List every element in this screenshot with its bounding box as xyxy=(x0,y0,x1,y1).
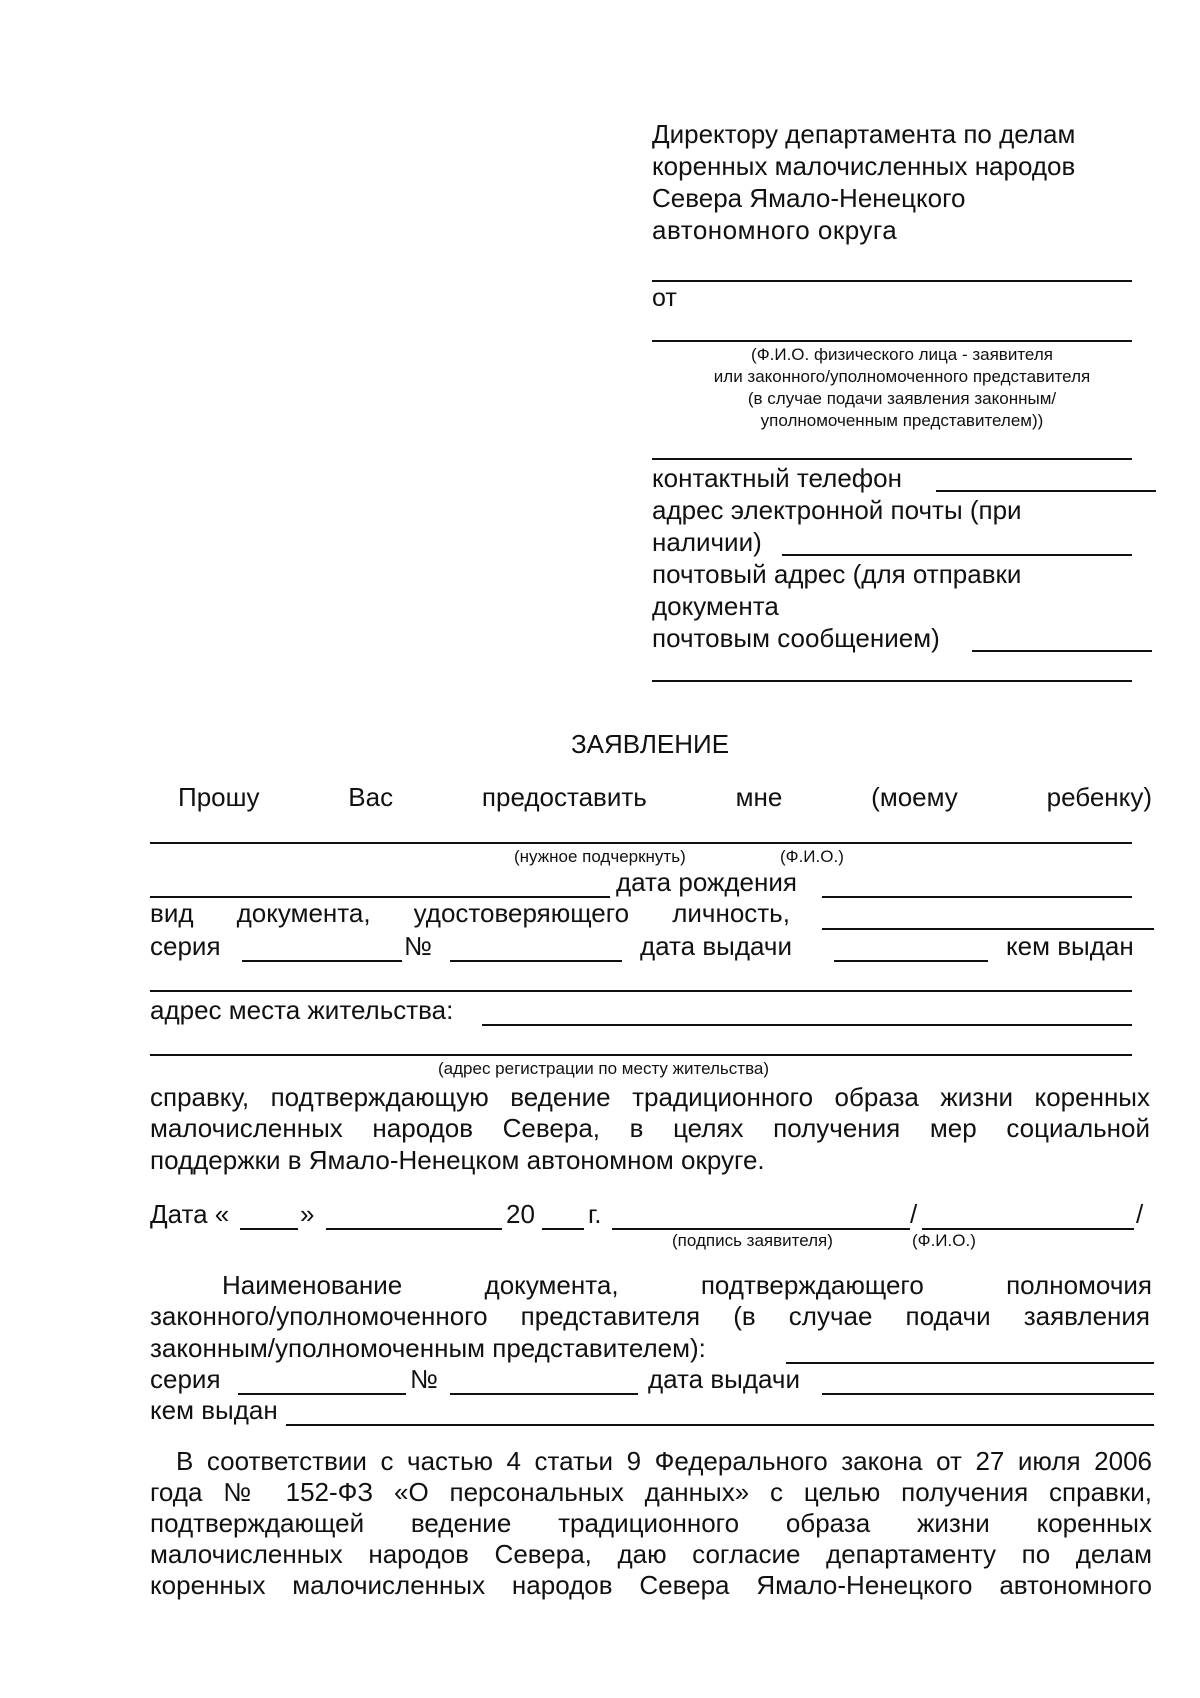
date-close-quote: » xyxy=(300,1199,315,1229)
year-suffix: г. xyxy=(588,1199,602,1229)
addressee-line-1: Директору департамента по делам xyxy=(652,119,1076,149)
representative-document-field[interactable] xyxy=(786,1338,1154,1364)
applicant-note-line-4: уполномоченным представителем)) xyxy=(760,411,1044,430)
signature-slash-1: / xyxy=(910,1199,918,1229)
applicant-note xyxy=(652,344,1152,432)
addressee-line-3: Севера Ямало-Ненецкого xyxy=(652,183,966,213)
postal-address-field[interactable] xyxy=(972,626,1152,652)
signature-fio-field[interactable] xyxy=(922,1204,1134,1230)
word-mne: мне xyxy=(735,782,783,812)
address-field[interactable] xyxy=(482,1000,1132,1026)
applicant-note-line-1: (Ф.И.О. физического лица - заявителя xyxy=(751,345,1053,364)
fio-note: (Ф.И.О.) xyxy=(780,847,844,866)
request-line-1 xyxy=(150,782,1152,813)
series-label: серия xyxy=(150,931,221,961)
applicant-name-line[interactable] xyxy=(652,340,1132,342)
applicant-extra-line[interactable] xyxy=(652,458,1132,460)
id-document-type-field[interactable] xyxy=(822,904,1154,930)
issue-date-field[interactable] xyxy=(834,936,988,962)
document-title: ЗАЯВЛЕНИЕ xyxy=(570,729,730,759)
rep-issue-date-field[interactable] xyxy=(822,1369,1154,1395)
addressee-block xyxy=(652,118,1152,246)
purpose-line-1: справку, подтверждающую ведение традиционного образа жизни коренных xyxy=(150,1082,1150,1112)
representative-line-3: законным/уполномоченным представителем): xyxy=(150,1333,706,1363)
recipient-name-continued-field[interactable] xyxy=(150,872,610,898)
addressee-line-2: коренных малочисленных народов xyxy=(652,151,1076,181)
word-proshu: Прошу xyxy=(178,782,260,812)
series-field[interactable] xyxy=(242,936,402,962)
number-label: № xyxy=(404,931,432,961)
date-label: Дата « xyxy=(150,1199,230,1229)
consent-line-3: подтверждающей ведение традиционного образа жизни коренных xyxy=(150,1508,1152,1538)
addressee-name-line[interactable] xyxy=(652,280,1132,282)
date-year-field[interactable] xyxy=(542,1204,584,1230)
addressee-line-4: автономного округа xyxy=(652,215,898,245)
address-note: (адрес регистрации по месту жительства) xyxy=(438,1059,770,1078)
address-label: адрес места жительства: xyxy=(150,995,454,1025)
word-vas: Вас xyxy=(348,782,394,812)
word-podtverzhdayushchego: подтверждающего xyxy=(700,1270,924,1300)
word-lichnost: личность, xyxy=(672,898,790,928)
consent-line-4: малочисленных народов Севера, даю согласие департаменту по делам xyxy=(150,1539,1152,1569)
issued-by-line[interactable] xyxy=(150,990,1132,992)
postal-label-line-1: почтовый адрес (для отправки xyxy=(652,559,1022,589)
word-predostavit: предоставить xyxy=(481,782,647,812)
word-polnomochiya: полномочия xyxy=(1006,1270,1152,1300)
consent-line-1: В соответствии с частью 4 статьи 9 Федерального закона от 27 июля 2006 xyxy=(176,1446,1152,1476)
from-label: от xyxy=(652,284,677,312)
rep-issued-by-field[interactable] xyxy=(286,1400,1154,1426)
email-field[interactable] xyxy=(782,530,1132,556)
word-rebenku: ребенку) xyxy=(1046,782,1152,812)
rep-number-label: № xyxy=(410,1364,438,1394)
applicant-note-line-2: или законного/уполномоченного представителя xyxy=(713,367,1091,386)
word-dokumenta-2: документа, xyxy=(484,1270,619,1300)
word-naimenovanie: Наименование xyxy=(222,1270,403,1300)
signature-note: (подпись заявителя) xyxy=(672,1231,833,1250)
representative-line-2: законного/уполномоченного представителя (в случае подачи заявления xyxy=(150,1301,1150,1331)
postal-label-line-2: документа xyxy=(652,591,779,621)
consent-line-2: года № 152-ФЗ «О персональных данных» с целью получения справки, xyxy=(150,1477,1152,1507)
issue-date-label: дата выдачи xyxy=(640,931,792,961)
rep-series-label: серия xyxy=(150,1364,221,1394)
postal-label-line-3: почтовым сообщением) xyxy=(652,623,940,653)
signature-slash-2: / xyxy=(1136,1199,1144,1229)
email-label-line-2: наличии) xyxy=(652,527,762,557)
word-dokumenta: документа, xyxy=(236,898,371,928)
underline-note: (нужное подчеркнуть) xyxy=(514,847,686,866)
year-prefix: 20 xyxy=(506,1199,535,1229)
birth-date-label: дата рождения xyxy=(616,867,797,897)
date-day-field[interactable] xyxy=(240,1204,298,1230)
representative-line-1 xyxy=(150,1270,1152,1301)
rep-series-field[interactable] xyxy=(238,1369,406,1395)
email-label-line-1: адрес электронной почты (при xyxy=(652,495,1022,525)
applicant-note-line-3: (в случае подачи заявления законным/ xyxy=(747,389,1057,408)
contact-phone-field[interactable] xyxy=(936,466,1156,492)
purpose-line-3: поддержки в Ямало-Ненецком автономном округе. xyxy=(150,1145,765,1175)
signature-fio-note: (Ф.И.О.) xyxy=(912,1231,976,1250)
consent-line-5: коренных малочисленных народов Севера Ямало-Ненецкого автономного xyxy=(150,1570,1152,1600)
recipient-name-line[interactable] xyxy=(150,842,1132,844)
word-udostoveryayushchego: удостоверяющего xyxy=(413,898,630,928)
rep-issue-date-label: дата выдачи xyxy=(648,1364,800,1394)
signature-field[interactable] xyxy=(612,1204,910,1230)
contact-phone-label: контактный телефон xyxy=(652,463,902,493)
id-document-line xyxy=(150,898,790,929)
purpose-line-2: малочисленных народов Севера, в целях получения мер социальной xyxy=(150,1113,1150,1143)
address-extra-line[interactable] xyxy=(150,1054,1132,1056)
rep-issued-by-label: кем выдан xyxy=(150,1395,278,1425)
word-vid: вид xyxy=(150,898,194,928)
birth-date-field[interactable] xyxy=(822,872,1132,898)
rep-number-field[interactable] xyxy=(450,1369,638,1395)
date-month-field[interactable] xyxy=(326,1204,502,1230)
postal-address-extra-line[interactable] xyxy=(652,680,1132,682)
number-field[interactable] xyxy=(450,936,622,962)
issued-by-label: кем выдан xyxy=(1006,931,1134,961)
word-moemu: (моему xyxy=(871,782,958,812)
